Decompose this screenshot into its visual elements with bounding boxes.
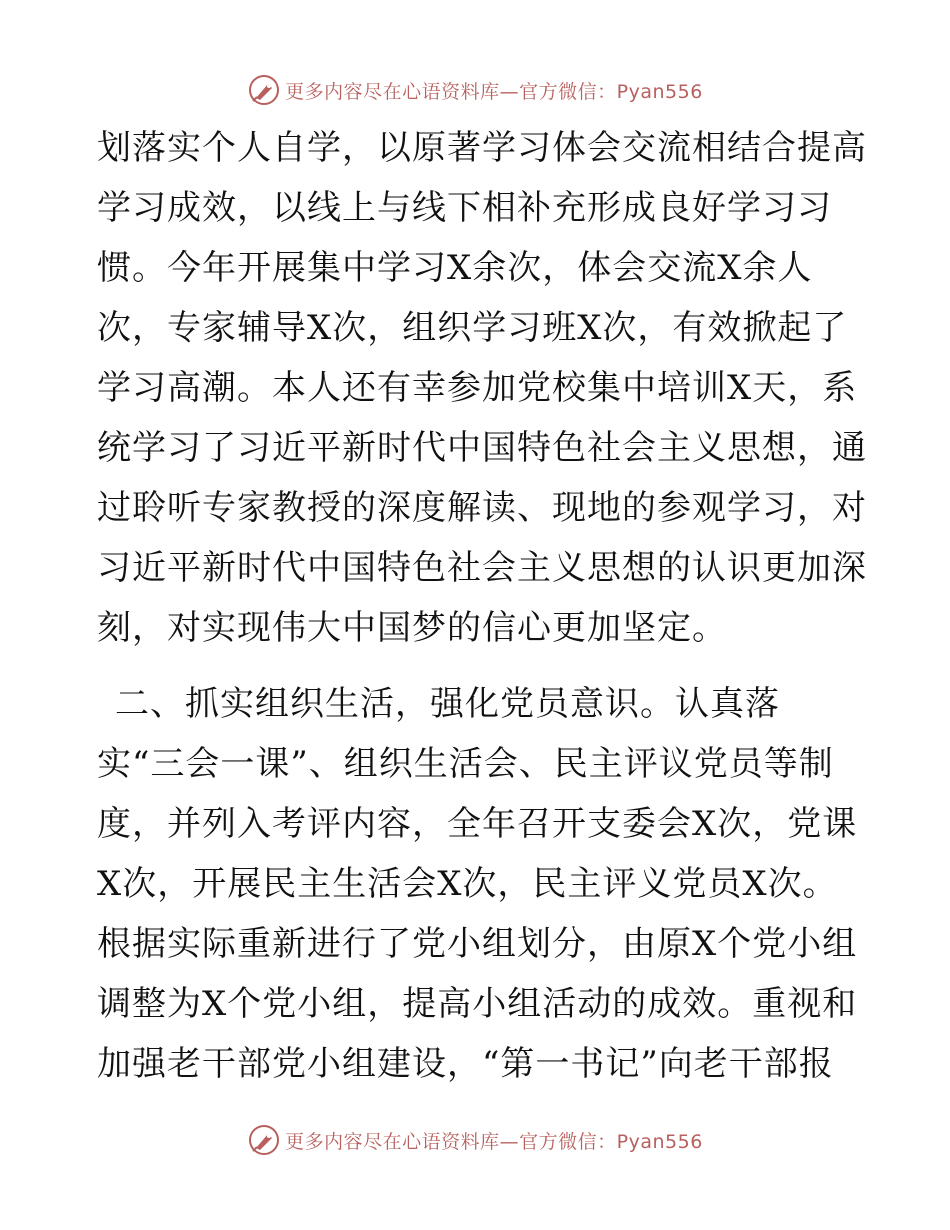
header-banner: [0, 70, 950, 110]
text-line: X次，开展民主生活会X次，民主评义党员X次。: [97, 864, 838, 904]
pen-nib-logo-icon: [247, 1123, 281, 1157]
text-line: 实“三会一课”、组织生活会、民主评议党员等制: [97, 744, 834, 784]
text-line: 加强老干部党小组建设，“第一书记”向老干部报: [97, 1044, 834, 1084]
text-line: 根据实际重新进行了党小组划分，由原X个党小组: [97, 924, 858, 964]
text-line: 刻，对实现伟大中国梦的信心更加坚定。: [97, 608, 727, 648]
paragraph-1: [97, 118, 867, 658]
text-line: 惯。今年开展集中学习X余次，体会交流X余人: [97, 248, 813, 288]
text-line: 划落实个人自学，以原著学习体会交流相结合提高: [97, 128, 867, 168]
footer-banner: [0, 1120, 950, 1160]
footer-banner-text: 更多内容尽在心语资料库—官方微信：Pyan556: [285, 1130, 703, 1153]
section-heading-line: 二、抓实组织生活，强化党员意识。认真落: [115, 684, 780, 724]
document-body: [97, 118, 867, 1094]
pen-nib-logo-icon: [247, 73, 281, 107]
text-line: 次，专家辅导X次，组织学习班X次，有效掀起了: [97, 308, 848, 348]
text-line: 过聆听专家教授的深度解读、现地的参观学习，对: [97, 488, 867, 528]
paragraph-gap: [97, 658, 852, 674]
text-line: 学习高潮。本人还有幸参加党校集中培训X天，系: [97, 368, 858, 408]
text-line: 度，并列入考评内容，全年召开支委会X次，党课: [97, 804, 858, 844]
text-line: 调整为X个党小组，提高小组活动的成效。重视和: [97, 984, 858, 1024]
text-line: 习近平新时代中国特色社会主义思想的认识更加深: [97, 548, 867, 588]
header-banner-text: 更多内容尽在心语资料库—官方微信：Pyan556: [285, 80, 703, 103]
text-line: 学习成效，以线上与线下相补充形成良好学习习: [97, 188, 832, 228]
paragraph-2: [97, 674, 858, 1094]
text-line: 统学习了习近平新时代中国特色社会主义思想，通: [97, 428, 867, 468]
